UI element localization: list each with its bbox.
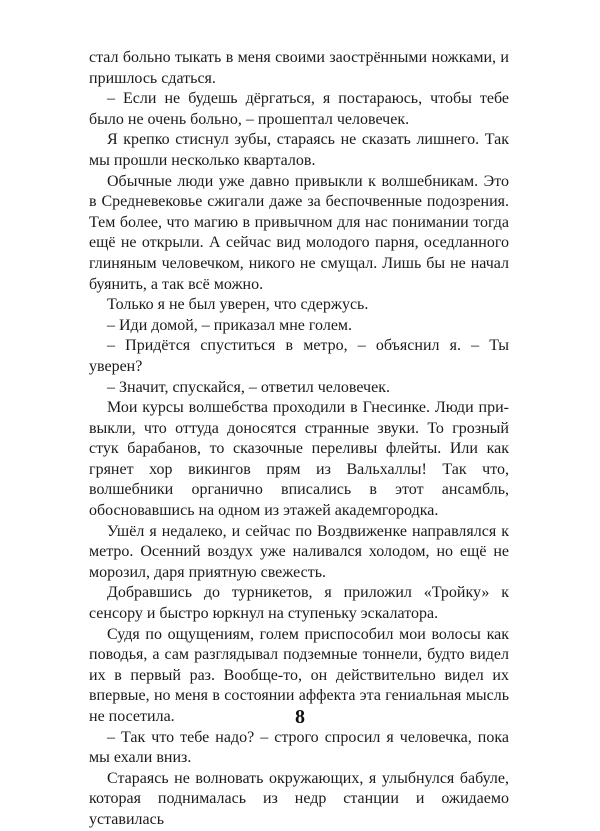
paragraph: – Значит, спускайся, – ответил человечек. (107, 378, 390, 396)
paragraph: стал больно тыкать в меня своими заострёнными ножками, и пришлось сдаться. (89, 49, 509, 87)
paragraph: Стараясь не волновать окружающих, я улыбнулся бабуле, которая поднималась из недр станции и ожидаемо уставилась (89, 769, 509, 828)
paragraph: – Если не будешь дёргаться, я постараюсь, чтобы тебе было не очень больно, – прошептал человечек. (89, 90, 509, 128)
paragraph: Ушёл я недалеко, и сейчас по Воздвиженке направлялся к метро. Осенний воздух уже наливался холодом, но ещё не морозил, даря приятную свежесть. (89, 522, 509, 581)
paragraph: Судя по ощущениям, голем приспособил мои волосы как поводья, а сам разглядывал подземные тоннели, будто видел их в первый раз. Вообще-то, он действительно видел их впервые, но меня в состоянии аффекта эта гениальная мысль не посетила. (89, 625, 509, 725)
paragraph: Обычные люди уже давно привыкли к волшебникам. Это в Средневековье сжигали даже за беспочвенные подозрения. Тем более, что магию в привычном для нас понимании тогда ещё не открыли. А сейчас вид молодого парня, оседланного глиняным человечком, никого не смущал. Лишь бы не начал буянить, а так всё можно. (89, 172, 509, 293)
paragraph: Мои курсы волшебства проходили в Гнесинке. Люди привыкли, что оттуда доносятся странные звуки. То грозный стук барабанов, то сказочные переливы флейты. Или как грянет хор викингов прям из Вальхаллы! Так что, волшебники органично вписались в этот ансамбль, обосновавшись на одном из этажей академгородка. (89, 399, 509, 520)
page-number: 8 (295, 706, 305, 728)
paragraph: Только я не был уверен, что сдержусь. (107, 296, 369, 314)
paragraph: – Придётся спуститься в метро, – объяснил я. – Ты уверен? (89, 337, 509, 375)
paragraph: Добравшись до турникетов, я приложил «Тройку» к сенсору и быстро юркнул на ступеньку эскалатора. (89, 584, 509, 623)
paragraph: – Так что тебе надо? – строго спросил я человечка, пока мы ехали вниз. (89, 728, 509, 767)
paragraph: Я крепко стиснул зубы, стараясь не сказать лишнего. Так мы прошли несколько кварталов. (89, 131, 509, 169)
paragraph: – Иди домой, – приказал мне голем. (107, 316, 353, 334)
